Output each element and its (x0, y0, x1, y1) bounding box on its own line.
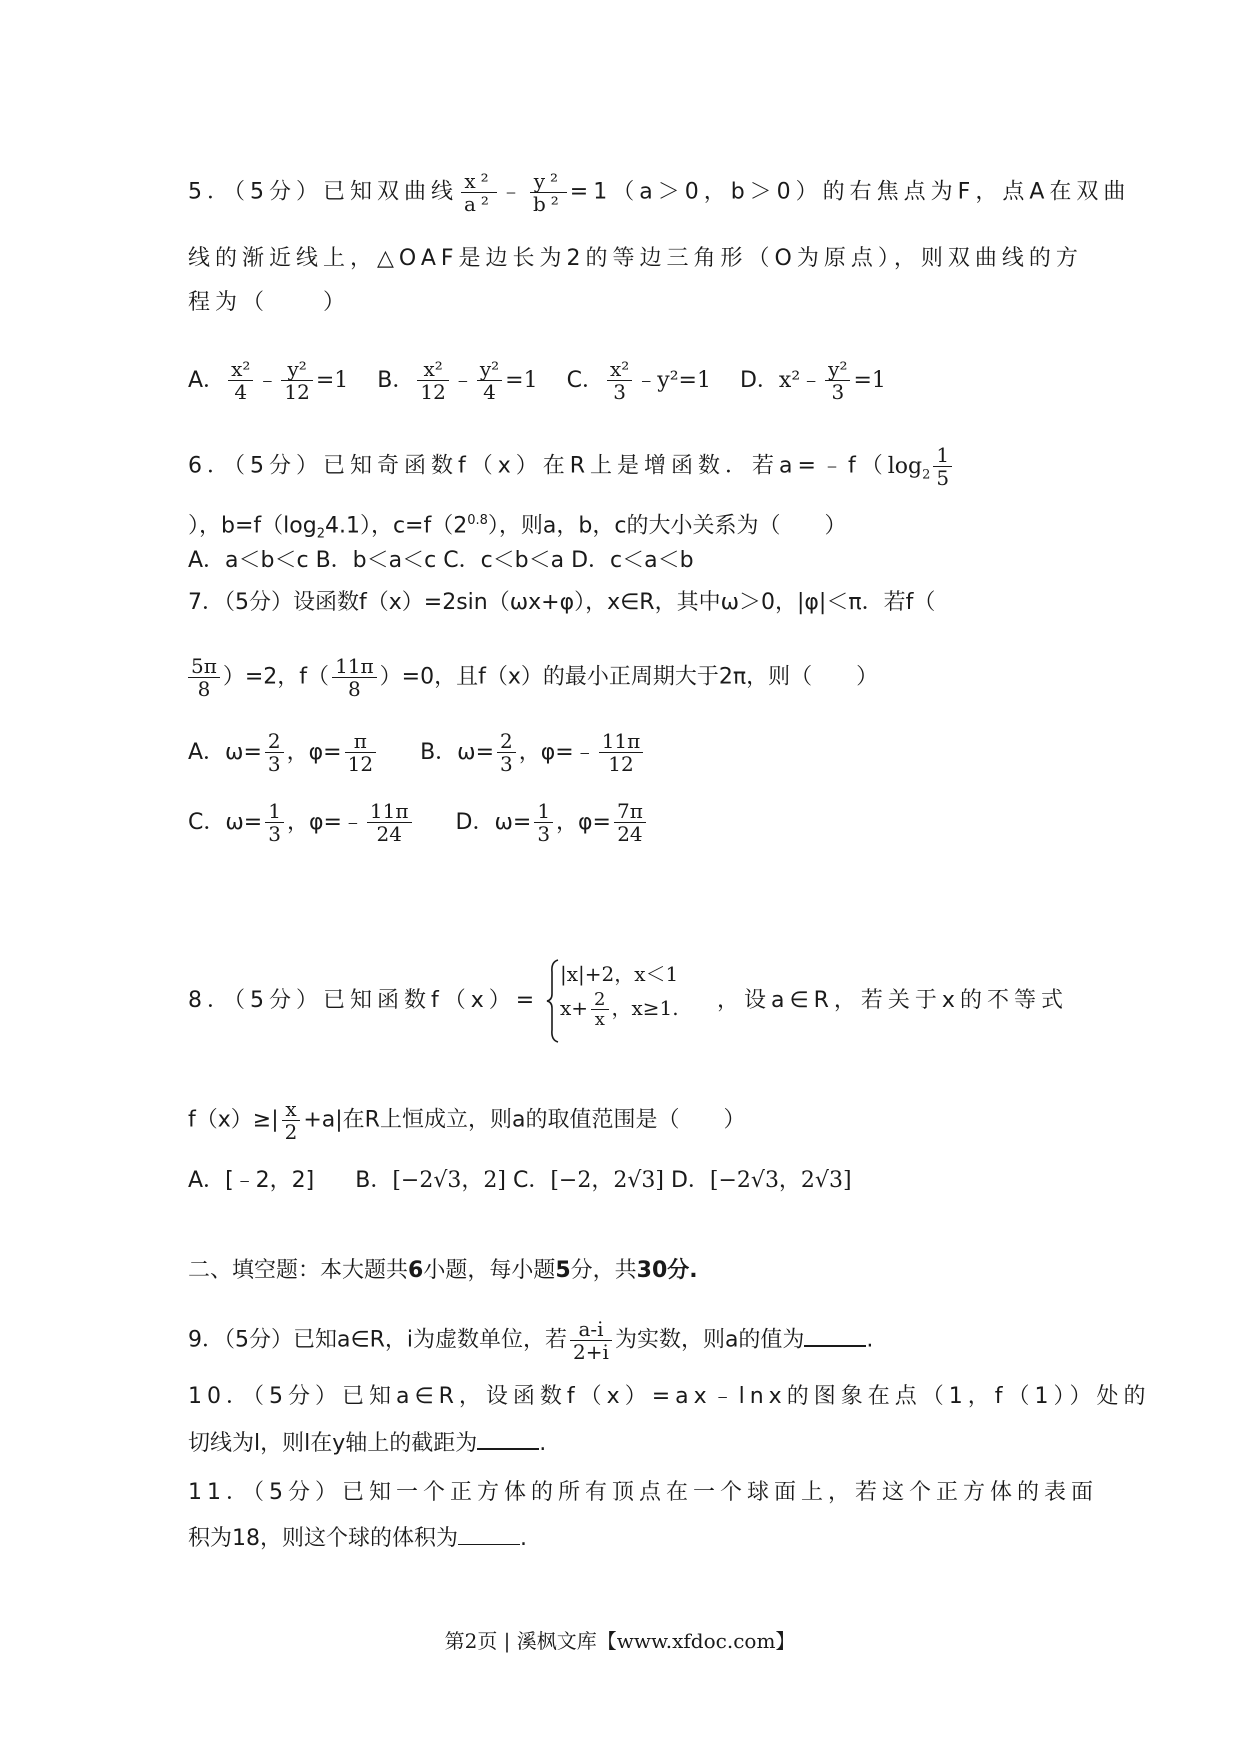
q9-answer-blank (804, 1323, 866, 1347)
q7-option-d: D．ω= $\frac{1}{3}$ ，φ= $\frac{7\pi}{24}$ (456, 810, 649, 835)
question-8-line-1a: 8．（5分）已知函数f（x）= (188, 988, 540, 1013)
q8-option-a: A．[﹣2，2] (188, 1168, 315, 1193)
q6-log-expr: $\log_2$ $\frac{1}{5}$ (888, 454, 955, 479)
question-7-line-2: $\frac{5\pi}{8}$ ）=2，f（ $\frac{11\pi}{8}$ ）=0，且f（x）的最小正周期大于2π，则（ ） (188, 655, 878, 700)
question-6-line-1: 6．（5分）已知奇函数f（x）在R上是增函数．若$a=﹣f(\log_2$ $\frac{1}{5}$ (188, 444, 955, 490)
q5-frac-x: $\frac{\text{x²}}{\text{a²}}$ (461, 170, 497, 215)
piecewise-case-1: |x|+2，x＜1 (560, 962, 679, 986)
q11-answer-blank (458, 1522, 520, 1545)
q8-option-c: C．[−2，2√3] (512, 1168, 664, 1193)
section-2-heading: 二、填空题：本大题共6小题，每小题5分，共30分. (188, 1258, 698, 1283)
q5-prefix: 5．（5分）已知双曲线 (188, 179, 458, 205)
question-5-line-2: 线的渐近线上，△OAF是边长为2的等边三角形（O为原点），则双曲线的方 (188, 246, 1083, 271)
q7-option-a: A．ω= $\frac{2}{3}$ ，φ= $\frac{\pi}{12}$ (188, 740, 379, 765)
q5-option-c: C． $\frac{\text{x²}}{3}$ ﹣y²=1 (566, 357, 711, 404)
question-9: 9．（5分）已知a∈R，i为虚数单位，若 $\frac{a-i}{2+i}$ 为实数，则a的值为 . (188, 1317, 874, 1364)
question-11-line-2: 积为18，则这个球的体积为 . (188, 1522, 527, 1554)
q5-frac-y: $\frac{\text{y²}}{\text{b²}}$ (530, 170, 567, 215)
piecewise-brace-icon (546, 958, 560, 1044)
q5-option-a: A． $\frac{\text{x²}}{4}$ ﹣ $\frac{\text{y²}}{12}$ =1 (188, 357, 349, 404)
piecewise-case-2: x+ $\frac{2}{x}$ ，x≥1. (560, 989, 679, 1030)
question-7-line-1: 7．（5分）设函数f（x）=2sin（ωx+φ），x∈R，其中ω＞0，|φ|＜π．若f（ (188, 590, 936, 615)
q10-answer-blank (477, 1426, 539, 1450)
question-6-line-2: ），$b=f(\log_24.1)$，$c=f(2^{0.8})$，则a，b，c的大小关系为（ ） (188, 513, 847, 542)
question-8-options (188, 1166, 852, 1196)
question-8-line-1b: ，设a∈R，若关于x的不等式 (717, 988, 1068, 1013)
question-7-options-ab (188, 730, 668, 775)
q5-after: =1（a＞0，b＞0）的右焦点为F，点A在双曲 (569, 179, 1131, 205)
q5-option-d: D．x²﹣ $\frac{\text{y²}}{3}$ =1 (739, 357, 886, 404)
question-7-options-cd (188, 800, 671, 845)
question-10-line-2: 切线为l，则l在y轴上的截距为 . (188, 1426, 546, 1459)
question-5-line-3: 程为（ ） (188, 290, 351, 315)
q8-option-d: D．[−2√3，2√3] (670, 1168, 852, 1193)
question-10-line-1: 10．（5分）已知a∈R，设函数f（x）=ax﹣lnx的图象在点（1，f（1））处的 (188, 1384, 1151, 1409)
q8-option-b: B．[−2√3，2] (355, 1168, 506, 1193)
page-footer: 第2页 | 溪枫文库【www.xfdoc.com】 (444, 1629, 796, 1653)
question-11-line-1: 11．（5分）已知一个正方体的所有顶点在一个球面上，若这个正方体的表面 (188, 1480, 1098, 1505)
question-5-options (188, 358, 908, 403)
question-6-options: A．a＜b＜c B．b＜a＜c C．c＜b＜a D．c＜a＜b (188, 548, 694, 573)
q7-option-b: B．ω= $\frac{2}{3}$ ，φ=﹣ $\frac{11\pi}{12}$ (420, 740, 646, 765)
q5-option-b: B． $\frac{\text{x²}}{12}$ ﹣ $\frac{\text{y²}}{4}$ =1 (377, 357, 538, 404)
q7-option-c: C．ω= $\frac{1}{3}$ ，φ=﹣ $\frac{11\pi}{24}$ (188, 810, 415, 835)
question-8-line-2: f（x）≥| $\frac{x}{2}$ +a|在R上恒成立，则a的取值范围是（ ） (188, 1097, 746, 1144)
question-5-line-1: 5．（5分）已知双曲线 $\frac{\text{x²}}{\text{a²}}$ ﹣ $\frac{\text{y²}}{\text{b²}}$ =1（a＞0，b＞0）的右焦点为F，点A在双曲 (188, 169, 1131, 216)
